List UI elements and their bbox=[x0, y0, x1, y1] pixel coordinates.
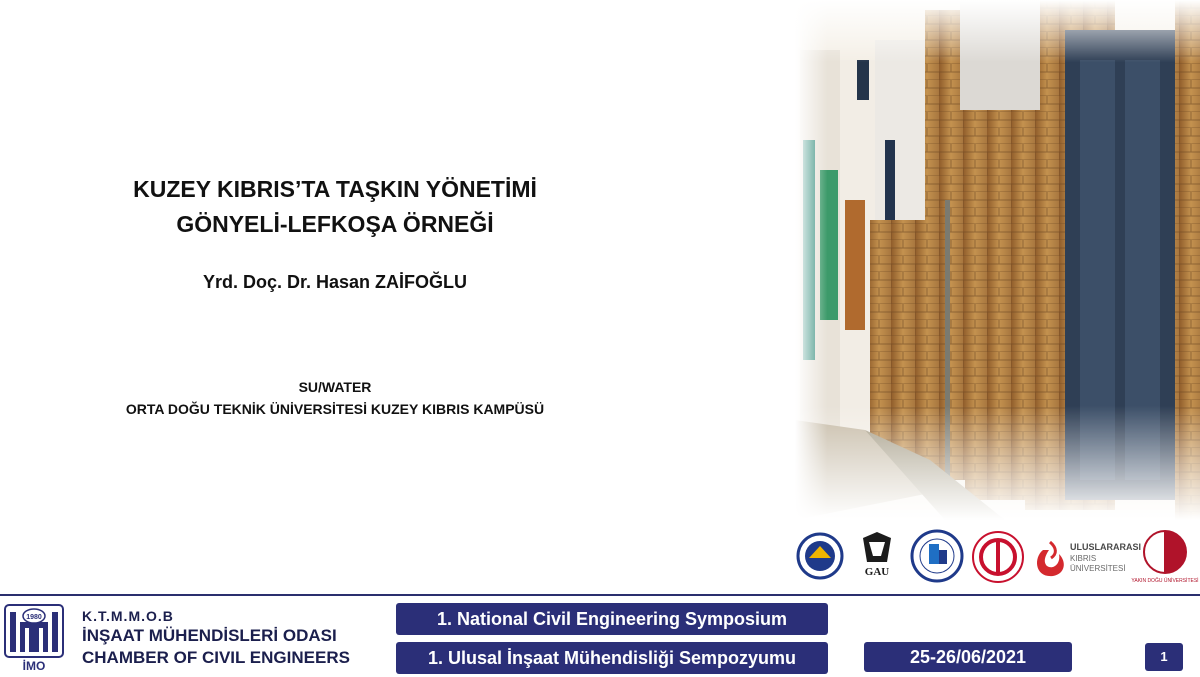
university-seal-logo bbox=[912, 531, 962, 581]
chamber-seal-logo bbox=[798, 534, 842, 578]
slide-title-line1: KUZEY KIBRIS’TA TAŞKIN YÖNETİMİ bbox=[133, 176, 537, 202]
ydu-logo bbox=[1131, 531, 1198, 584]
event-name-tr: 1. Ulusal İnşaat Mühendisliği Sempozyumu bbox=[396, 642, 828, 674]
organization-name bbox=[82, 608, 350, 670]
uku-logo bbox=[1037, 542, 1141, 576]
logo-strip bbox=[795, 528, 1200, 588]
uku-line3: ÜNİVERSİTESİ bbox=[1070, 564, 1126, 573]
street-photo bbox=[795, 0, 1200, 520]
gau-logo bbox=[863, 532, 891, 578]
page-number: 1 bbox=[1145, 643, 1183, 671]
gau-logo-text: GAU bbox=[864, 566, 890, 578]
org-line2: İNŞAAT MÜHENDİSLERİ ODASI bbox=[82, 626, 337, 645]
imo-logo bbox=[4, 604, 64, 672]
institution-name: ORTA DOĞU TEKNİK ÜNİVERSİTESİ KUZEY KIBRIS KAMPÜSÜ bbox=[125, 401, 545, 417]
ydu-text: YAKIN DOĞU ÜNİVERSİTESİ bbox=[1131, 578, 1199, 584]
slide-title bbox=[40, 172, 630, 242]
imo-text: İMO bbox=[22, 659, 46, 672]
org-line3: CHAMBER OF CIVIL ENGINEERS bbox=[82, 648, 350, 667]
org-line1: K.T.M.M.O.B bbox=[82, 608, 174, 624]
metu-ncc-logo bbox=[973, 532, 1023, 582]
slide-title-line2: GÖNYELİ-LEFKOŞA ÖRNEĞİ bbox=[176, 211, 494, 237]
footer-divider bbox=[0, 594, 1200, 596]
uku-line1: ULUSLARARASI bbox=[1070, 542, 1141, 552]
event-name-en: 1. National Civil Engineering Symposium bbox=[396, 603, 828, 635]
event-date: 25-26/06/2021 bbox=[864, 642, 1072, 672]
imo-year: 1980 bbox=[26, 614, 42, 621]
uku-line2: KIBRIS bbox=[1070, 554, 1097, 563]
section-label: SU/WATER bbox=[298, 379, 372, 395]
author-name: Yrd. Doç. Dr. Hasan ZAİFOĞLU bbox=[202, 272, 468, 292]
affiliation bbox=[40, 376, 630, 420]
